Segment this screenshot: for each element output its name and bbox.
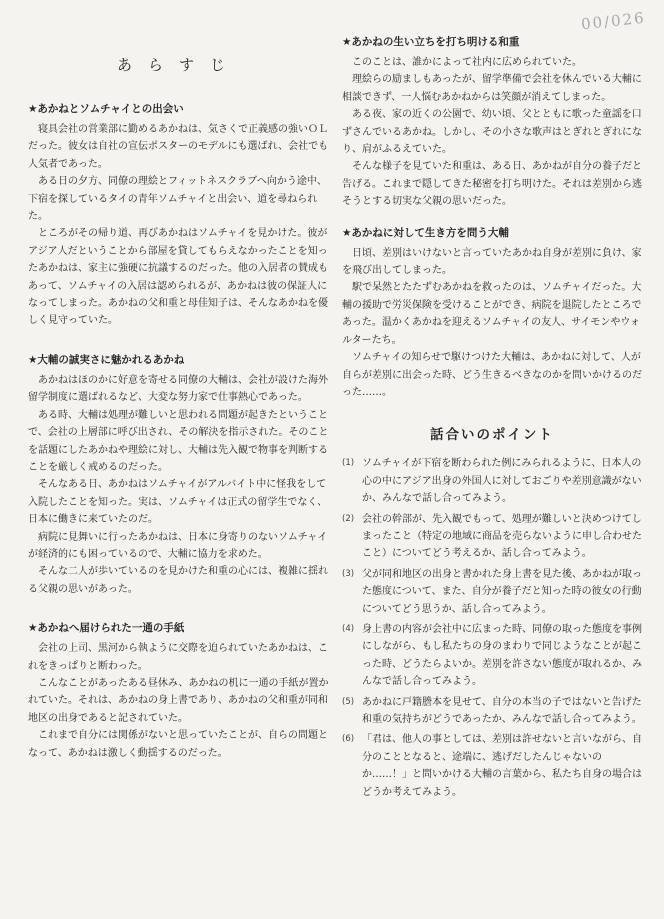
point-number: (3) [342, 568, 355, 579]
point-number: (5) [342, 696, 355, 707]
point-text: 身上書の内容が会社中に広まった時、同僚の取った態度を事例にしながら、もし私たちの身のまわりで同じようなことが起こった時、どうたらよいか。差別を許さない態度が取れるか、みんなで話し合ってみよう。 [362, 623, 642, 688]
paragraph: 会社の上司、黒河から執ように交際を迫られていたあかねは、これをきっぱりと断わった。 [28, 643, 328, 672]
paragraph: そんなある日、あかねはソムチャイがアルバイト中に怪我をして入院したことを知った。実は、ソムチャイは正式の留学生でなく、日本に働きに来ていたのだ。 [28, 479, 328, 526]
discussion-point [342, 731, 642, 801]
right-column [342, 34, 642, 804]
point-number: (2) [342, 513, 355, 524]
section-daisuke [28, 352, 330, 598]
paragraph: ところがその帰り道、再びあかねはソムチャイを見かけた。彼がアジア人だということから部屋を貸してもらえなかったことを知ったあかねは、家主に強硬に抗議するのだった。他の入居者の賛成もあって、ソムチャイの入居は認められるが、あかねは彼の保証人になってしまった。あかねの父和重と母佳知子は、そんなあかねを優しく見守っていた。 [28, 228, 328, 327]
paragraph: ある時、大輔は処理が難しいと思われる問題が起きたということで、会社の上層部に呼び出され、その解決を指示された。そのことを話題にしたあかねや理絵に対し、大輔は先入観で物事を判断することを厳しく戒めるのだった。 [28, 409, 329, 473]
paragraph: これまで自分には関係がないと思っていたことが、自らの問題となって、あかねは激しく動揺するのだった。 [28, 730, 328, 759]
paragraph: こんなことがあったある昼休み、あかねの机に一通の手紙が置かれていた。それは、あかねの身上書であり、あかねの父和重が同和地区の出身であると記されていた。 [28, 677, 329, 724]
section-way-of-life [342, 225, 642, 402]
paragraph: 病院に見舞いに行ったあかねは、日本に身寄りのないソムチャイが経済的にも困っているので、大輔に協力を求めた。 [28, 531, 328, 560]
point-number: (4) [342, 623, 355, 634]
point-text: 会社の幹部が、先入観でもって、処理が難しいと決めつけてしまったこと（特定の地域に商品を売らないように申し合わせたこと）についてどう考えるか、話し合ってみよう。 [362, 513, 642, 560]
point-text: ソムチャイが下宿を断わられた例にみられるように、日本人の心の中にアジア出身の外国人に対しておごりや差別意識がないか、みんなで話し合ってみよう。 [362, 458, 642, 505]
discussion-points-title: 話合いのポイント [430, 427, 554, 444]
section-kazushige [342, 34, 642, 211]
section-heading: ★あかねの生い立ちを打ち明ける和重 [342, 36, 520, 48]
section-heading: ★あかねに対して生き方を問う大輔 [342, 226, 509, 239]
paragraph: 理絵らの励ましもあったが、留学準備で会社を休んでいる大輔に相談できず、一人悩むあかねからは笑顔が消えてしまった。 [342, 74, 642, 103]
discussion-point [342, 455, 642, 507]
synopsis-title: あらすじ [116, 56, 241, 74]
handwritten-page-number: 00/026 [580, 8, 647, 34]
point-number: (1) [342, 458, 355, 469]
paragraph: 寝具会社の営業部に勤めるあかねは、気さくで正義感の強いＯＬだった。彼女は自社の宣伝ポスターのモデルにも選ばれ、会社でも人気者であった。 [28, 124, 329, 170]
paragraph: ソムチャイの知らせで駆けつけた大輔は、あかねに対して、人が自らが差別に出会った時、どう生きるべきなのかを問いかけるのだった……。 [342, 352, 642, 398]
paragraph: あかねはほのかに好意を寄せる同僚の大輔は、会社が設けた海外留学制度に選ばれるなど、大変な努力家で仕事熱心であった。 [28, 374, 328, 404]
discussion-points-list [342, 455, 642, 801]
section-encounter [28, 101, 330, 330]
paragraph: そんな様子を見ていた和重は、ある日、あかねが自分の養子だと告げる。これまで隠してきた秘密を打ち明けた。それは差別から逃そうとする切実な父親の思いだった。 [342, 161, 642, 208]
paragraph: このことは、誰かによって社内に広められていた。 [352, 57, 582, 68]
section-heading: ★大輔の誠実さに魅かれるあかね [28, 353, 185, 366]
paragraph: 駅で呆然とたたずむあかねを救ったのは、ソムチャイだった。大輔の援助で労災保険を受けることができ、病院を退院したところであった。温かくあかねを迎えるソムチャイの友人、サイモンやウォルターたち。 [342, 282, 642, 346]
point-text: 「君は、他人の事としては、差別は許せないと言いながら、自分のこととなると、途端に、逃げだしたんじゃないのか……！」と問いかける大輔の言葉から、私たち自身の場合はどうか考えてみよう。 [362, 734, 642, 798]
discussion-point [342, 566, 642, 618]
section-heading: ★あかねへ届けられた一通の手紙 [28, 622, 185, 635]
paragraph: そんな二人が歩いているのを見かけた和重の心には、複雑に揺れる父親の思いがあった。 [28, 566, 328, 595]
section-heading: ★あかねとソムチャイとの出会い [28, 103, 184, 115]
paragraph: ある夜、家の近くの公園で、幼い頃、父とともに歌った童謡を口ずさんでいるあかね。しかし、その小さな歌声はとぎれとぎれになり、肩がふるえていた。 [342, 109, 642, 156]
paragraph: ある日の夕方、同僚の理絵とフィットネスクラブへ向かう途中、下宿を探しているタイの青年ソムチャイと出会い、道を尋ねられた。 [28, 176, 327, 223]
discussion-point [342, 621, 642, 691]
left-column [28, 44, 330, 762]
point-text: あかねに戸籍謄本を見せて、自分の本当の子ではないと告げた和重の気持ちがどうであったか、みんなで話し合ってみよう。 [362, 696, 642, 725]
point-number: (6) [342, 734, 355, 745]
discussion-point [342, 694, 642, 729]
section-letter [28, 620, 330, 762]
discussion-point [342, 511, 642, 563]
paragraph: 日頃、差別はいけないと言っていたあかね自身が差別に負け、家を飛び出してしまった。 [342, 247, 642, 277]
point-text: 父が同和地区の出身と書かれた身上書を見た後、あかねが取った態度について、また、自分が養子だと知った時の彼女の行動についてどう思うか、話し合ってみよう。 [362, 568, 642, 615]
